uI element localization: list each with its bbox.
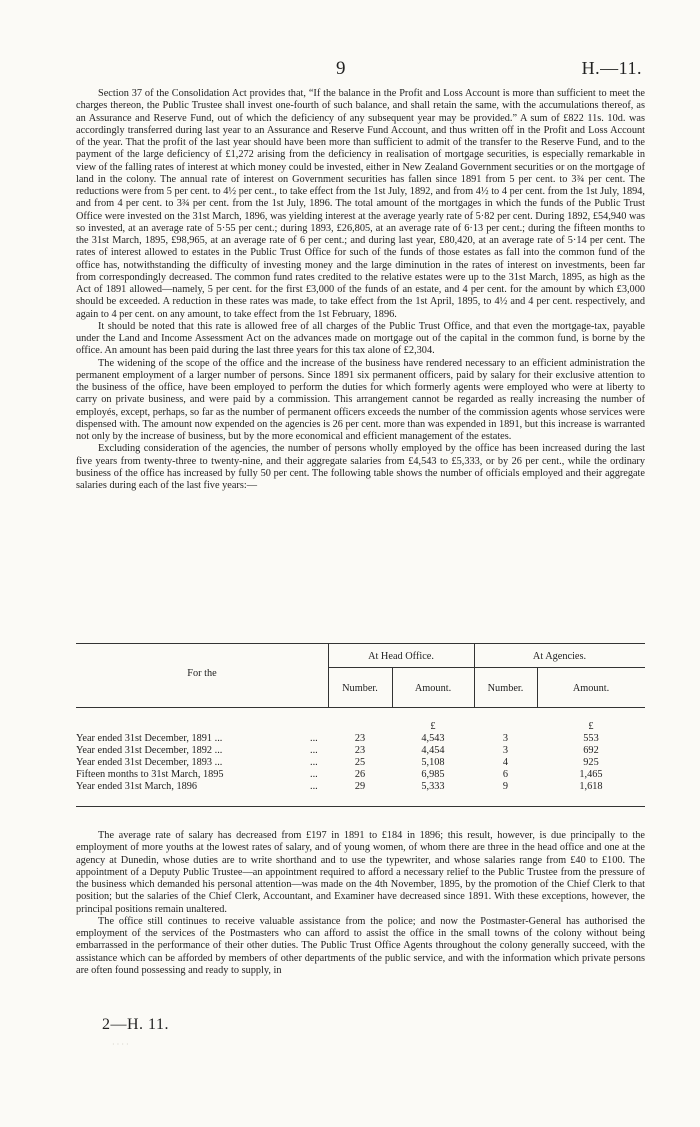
paper-blemish: · · · · (112, 1040, 129, 1049)
ho-number: 25 (354, 757, 366, 768)
paragraph: It should be noted that this rate is allowed free of all charges of the Public Trust Office, and that even the mortgage-tax, payable under the Land and Income Assessment Act on the advances made on mortgage out of the capital in the common fund, is borne by the office. An amount has been paid during the last three years for this tax alone of £2,304. (76, 320, 645, 357)
page-number: 9 (336, 58, 346, 79)
row-label: Year ended 31st December, 1892 ... (76, 745, 223, 756)
paragraph: Excluding consideration of the agencies, the number of persons wholly employed by the office has been increased during the last five years from twenty-three to twenty-nine, and their aggregate salaries from £4,543 to £5,333, or by 26 per cent., while the ordinary business of the office has increased by fully 50 per cent. The following table shows the number of officials employed and their aggregate salaries during each of the last five years:— (76, 443, 645, 491)
paragraph: The average rate of salary has decreased from £197 in 1891 to £184 in 1896; this result, however, is due principally to the employment of more youths at the lowest rates of salary, and of young women, of whom there are three in the head office and one at the agency at Dunedin, whose duties are to write shorthand and to use the typewriter, and whose salaries range from £40 to £100. The appointment of a Deputy Public Trustee—an appointment required to afford a necessary relief to the Public Trustee from the pressure of the business which demanded his personal attention—was made on the 4th November, 1895, by the promotion of the Chief Clerk to that position; but the salaries of the Chief Clerk, Accountant, and Examiner have decreased since 1891. With these exceptions, however, the principal positions remain unaltered. (76, 830, 645, 915)
ag-amount: 1,465 (579, 769, 603, 780)
ho-number: 26 (354, 769, 366, 780)
paragraph: Section 37 of the Consolidation Act provides that, “If the balance in the Profit and Loss Account is more than sufficient to meet the charges thereon, the Public Trustee shall invest one-fourth of such balance, and shall retain the same, with the accumulations thereof, as an Assurance and Reserve Fund, out of which the deficiency of any subsequent year may be provided.” A sum of £822 11s. 10d. was accordingly transferred during last year to an Assurance and Reserve Fund Account, and thus written off in the Profit and Loss Account of the year. That the profit of the last year should have been more than sufficient to admit of the transfer to the Reserve Fund, and to the payment of the large deficiency of £1,272 arising from the deficiency in realisation of mortgage securities, is especially remarkable in view of the falling rates of interest at which money could be invested, either in New Zealand Government securities or on the mortgage of land in the colony. The annual rate of interest on Government securities has fallen since 1891 from 5 per cent. to 3¾ per cent. The reductions were from 5 per cent. to 4½ per cent., to take effect from the 1st July, 1892, and from 4½ to 4 per cent. from the 1st July, 1894, and from 4 per cent. to 3¾ per cent. from the 1st July, 1896. The total amount of the mortgages in which the funds of the Public Trust Office were invested on the 31st March, 1896, was yielding interest at the average yearly rate of 5·82 per cent. During 1892, £54,940 was so invested, at an average rate of 5·55 per cent.; during 1893, £26,805, at an average rate of 6·13 per cent.; during the fifteen months to the 31st March, 1895, £98,965, at an average rate of 6 per cent.; and during last year, £80,420, at an average rate of 5·14 per cent. The rates of interest allowed to estates in the Public Trust Office for such of the funds of those estates as fall into the common fund of the office has, notwithstanding the difficulty of investing money and the large diminution in the rates of interest on investments, been far from correspondingly decreased. The common fund rates credited to the relative estates were up to the 31st March, 1895, as high as the Act of 1891 allowed—namely, 5 per cent. for the first £3,000 of the funds of an estate, and 4 per cent. for the amount by which £3,000 should be exceeded. A reduction in these rates was made, to take effect from the 1st April, 1895, to 4½ and 4 per cent. respectively, and again to 4 per cent. on any amount, to take effect from the 1st February, 1896. (76, 88, 646, 320)
ho-amount: 5,333 (421, 781, 445, 792)
ho-amount: 6,985 (421, 769, 445, 780)
table-bottom-rule (76, 806, 645, 807)
table-group-rule (328, 667, 645, 668)
ag-number: 6 (502, 769, 509, 780)
ho-amount: 5,108 (421, 757, 445, 768)
row-label: Year ended 31st December, 1893 ... (76, 757, 223, 768)
group-agencies: At Agencies. (532, 651, 587, 662)
group-head-office: At Head Office. (368, 651, 434, 662)
ho-number: 23 (354, 745, 366, 756)
body-text-bottom (76, 830, 645, 977)
table-top-rule (76, 643, 645, 644)
ho-number: 29 (354, 781, 366, 792)
ag-amount: 553 (583, 733, 599, 744)
ho-number: 23 (354, 733, 366, 744)
col-ag-number: Number. (487, 683, 524, 694)
table-row (76, 745, 645, 757)
col-ho-number: Number. (342, 683, 378, 694)
ag-number: 4 (502, 757, 509, 768)
table-row (76, 733, 645, 745)
ag-amount: 692 (583, 745, 599, 756)
ho-amount: 4,454 (421, 745, 445, 756)
row-leader: ... (310, 757, 318, 768)
body-text-top (76, 88, 645, 492)
ag-amount: 1,618 (579, 781, 603, 792)
ag-number: 3 (502, 745, 509, 756)
table-row (76, 781, 645, 793)
row-leader: ... (310, 745, 318, 756)
signature-mark: 2—H. 11. (102, 1016, 169, 1033)
ag-number: 3 (502, 733, 509, 744)
table-header-rule (76, 707, 645, 708)
ag-amount: 925 (583, 757, 599, 768)
currency-mark-ag: £ (588, 721, 594, 732)
row-label: Year ended 31st December, 1891 ... (76, 733, 223, 744)
row-label: Fifteen months to 31st March, 1895 (76, 769, 224, 780)
row-leader: ... (310, 781, 318, 792)
ho-amount: 4,543 (421, 733, 445, 744)
paragraph: The office still continues to receive valuable assistance from the police; and now the Postmaster-General has authorised the employment of the services of the Postmasters who can afford to assist the office in the small towns of the colony without being embarrassed in the performance of their other duties. The Public Trust Office Agents throughout the colony generally succeed, with the assistance which can be afforded by members of other departments of the public service, and with the information which private persons are often found possessing and ready to supply, in (76, 915, 645, 976)
col-ho-amount: Amount. (414, 683, 452, 694)
paragraph: The widening of the scope of the office and the increase of the business have rendered necessary to an efficient administration the permanent employment of a larger number of persons. Since 1891 six permanent officers, paid by salary for their exclusive attention to the business of the office, have been employed to perform the duties for which formerly agents were employed who were at liberty to carry on private business, and were paid by a commission. This arrangement cannot be regarded as really increasing the number of employés, except, perhaps, so far as the number of permanent officers exceeds the number of the commission agents whose services were dispensed with. The amount now expended on the agencies is 26 per cent. more than was expended in 1891, but this increase is warranted not only by the increase of business, but by the more economical and efficient management of the estates. (76, 357, 645, 442)
row-leader: ... (310, 769, 318, 780)
staff-table (76, 643, 645, 809)
page-header (0, 58, 700, 80)
row-leader: ... (310, 733, 318, 744)
document-reference: H.—11. (581, 58, 642, 78)
col-ag-amount: Amount. (572, 683, 610, 694)
stub-header: For the (187, 668, 217, 679)
table-row (76, 757, 645, 769)
currency-mark-ho: £ (430, 721, 436, 732)
ag-number: 9 (502, 781, 509, 792)
row-label: Year ended 31st March, 1896 (76, 781, 198, 792)
table-row (76, 769, 645, 781)
